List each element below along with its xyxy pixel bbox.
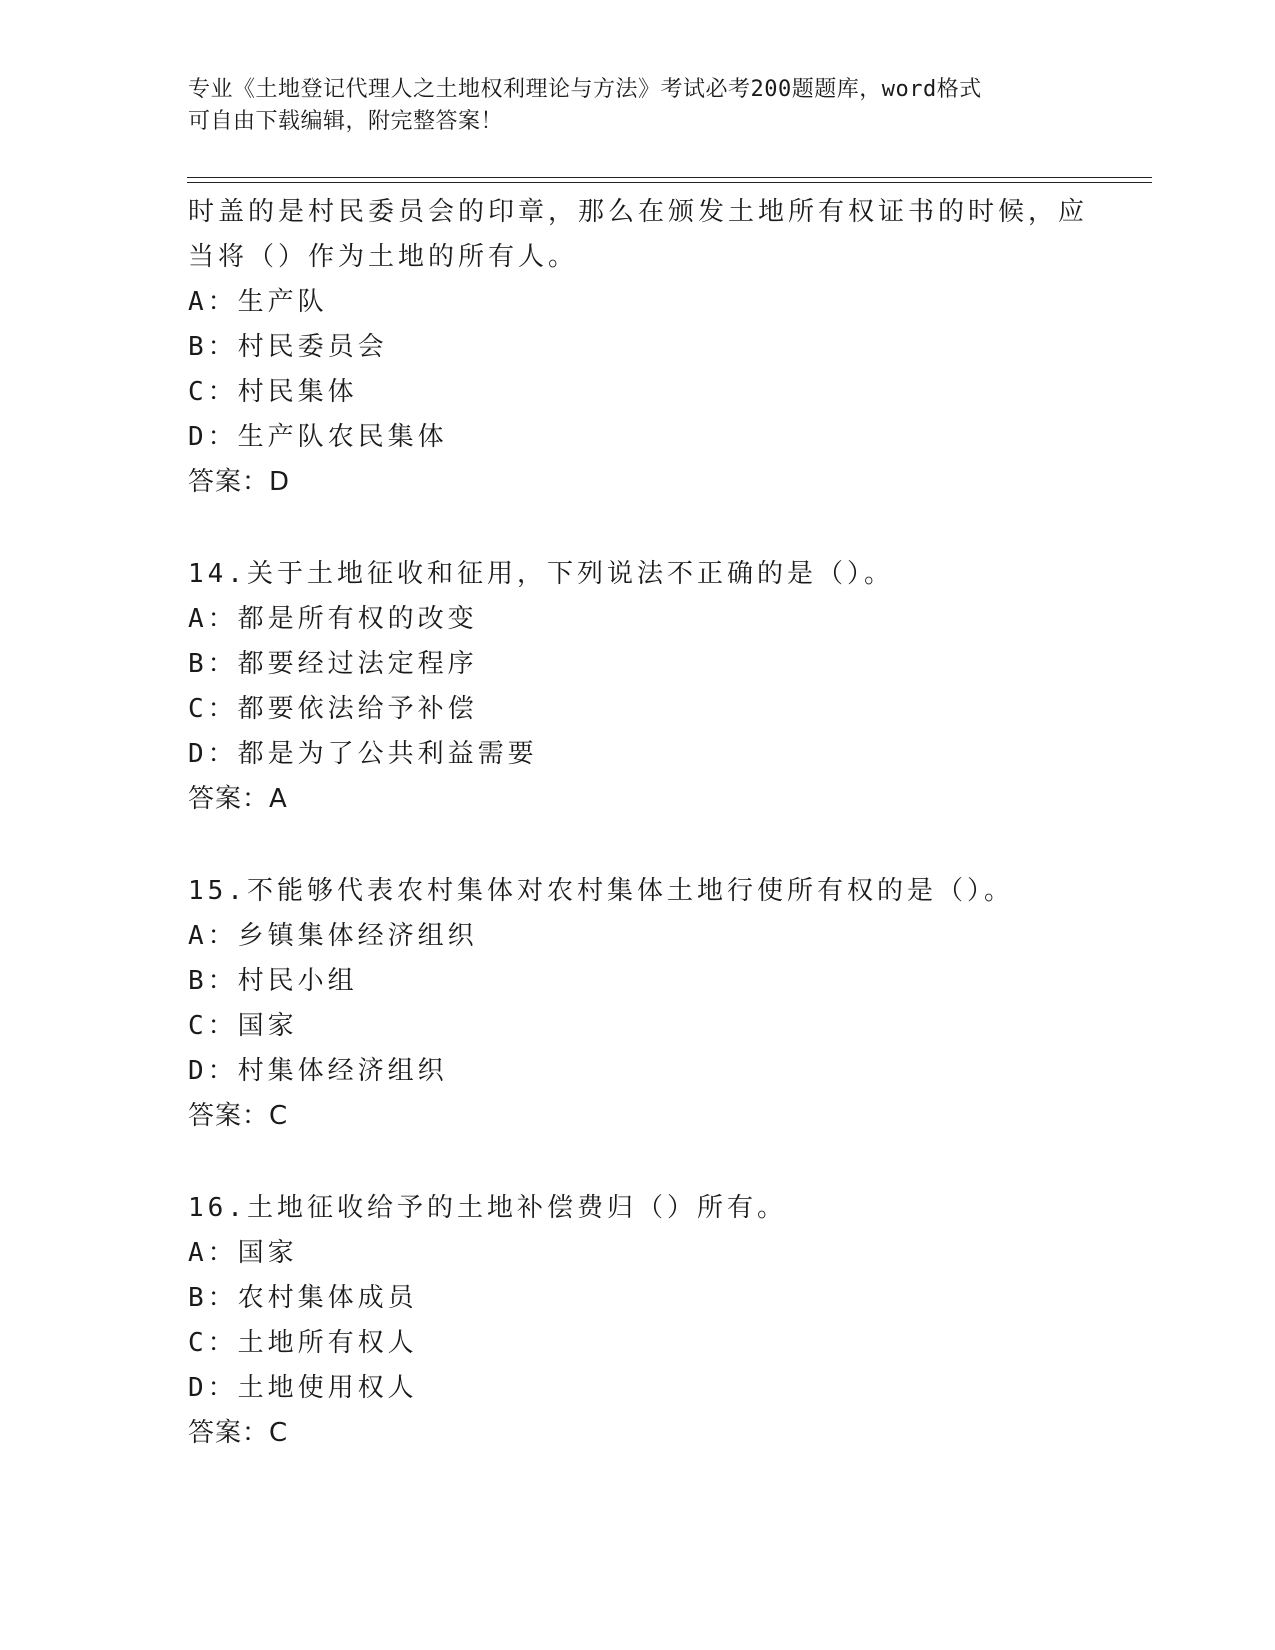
spacer: [188, 822, 1088, 869]
question-stem: 14.关于土地征收和征用，下列说法不正确的是（）。: [188, 559, 894, 589]
spacer: [188, 505, 1088, 552]
question-16: [188, 1186, 1088, 1456]
question-14: [188, 552, 1088, 822]
option-a: A：生产队: [188, 287, 328, 317]
question-stem: 当将（）作为土地的所有人。: [188, 242, 579, 272]
option-d: D：村集体经济组织: [188, 1056, 448, 1086]
question-stem: 15.不能够代表农村集体对农村集体土地行使所有权的是（）。: [188, 876, 1014, 906]
option-d: D：都是为了公共利益需要: [188, 739, 538, 769]
option-a: A：都是所有权的改变: [188, 604, 478, 634]
question-15: [188, 869, 1088, 1139]
option-d: D：生产队农民集体: [188, 422, 448, 452]
question-list: [188, 190, 1088, 1456]
spacer: [188, 1139, 1088, 1186]
option-b: B：村民小组: [188, 966, 358, 996]
answer-line: 答案：C: [188, 1101, 289, 1131]
answer-line: 答案：C: [188, 1418, 289, 1448]
option-c: C：国家: [188, 1011, 298, 1041]
option-c: C：村民集体: [188, 377, 358, 407]
header-divider-bottom: [187, 182, 1152, 183]
question-stem: 16.土地征收给予的土地补偿费归（）所有。: [188, 1193, 787, 1223]
option-b: B：都要经过法定程序: [188, 649, 478, 679]
option-b: B：村民委员会: [188, 332, 388, 362]
answer-line: 答案：D: [188, 467, 291, 497]
option-a: A：国家: [188, 1238, 298, 1268]
question-stem: 时盖的是村民委员会的印章，那么在颁发土地所有权证书的时候，应: [188, 197, 1089, 227]
document-header: [188, 74, 1088, 138]
header-line-2: 可自由下载编辑，附完整答案！: [188, 109, 504, 134]
option-b: B：农村集体成员: [188, 1283, 418, 1313]
answer-line: 答案：A: [188, 784, 288, 814]
option-d: D：土地使用权人: [188, 1373, 418, 1403]
option-a: A：乡镇集体经济组织: [188, 921, 478, 951]
option-c: C：土地所有权人: [188, 1328, 418, 1358]
header-line-1: 专业《土地登记代理人之土地权利理论与方法》考试必考200题题库，word格式: [188, 77, 982, 102]
option-c: C：都要依法给予补偿: [188, 694, 478, 724]
question-13: [188, 190, 1088, 505]
header-divider-top: [187, 177, 1152, 178]
